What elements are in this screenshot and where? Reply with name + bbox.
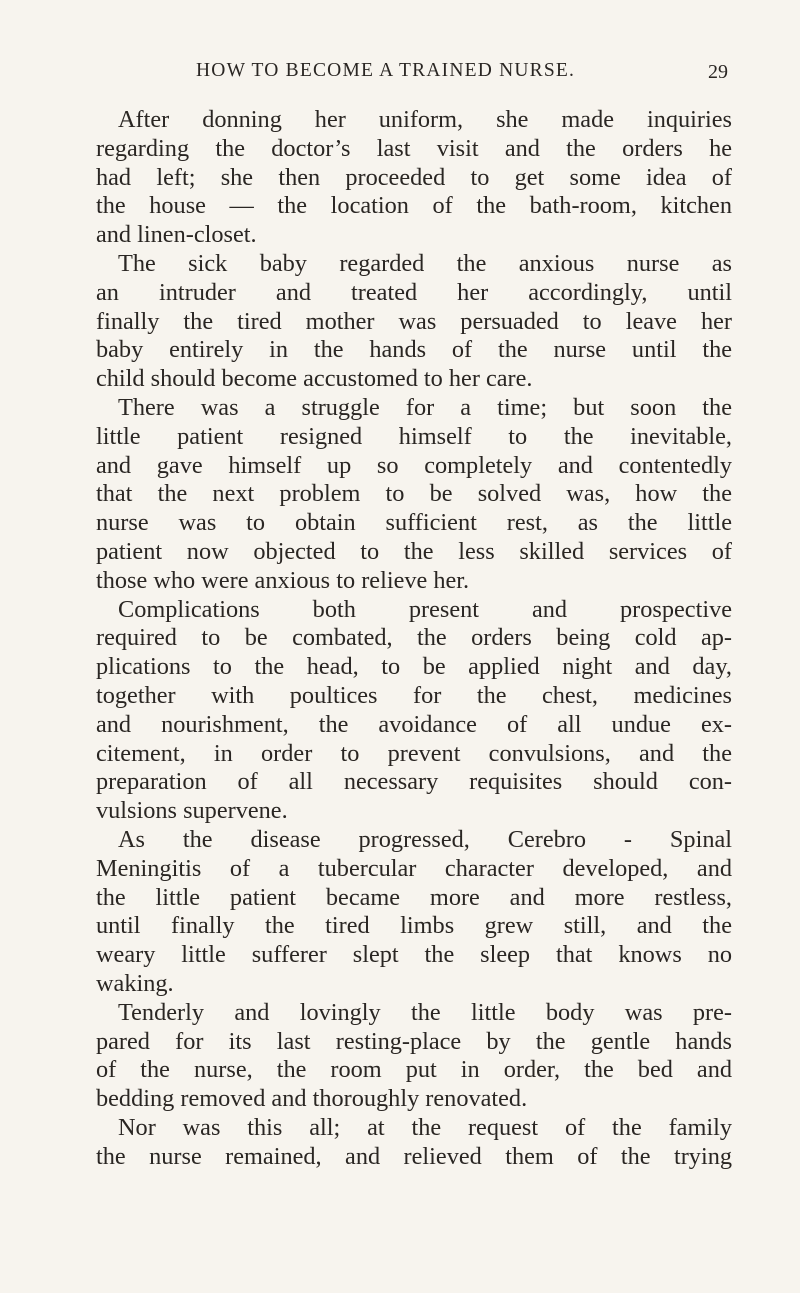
body-text <box>96 106 732 1171</box>
paragraph <box>96 106 732 250</box>
text-line: citement, in order to prevent convulsions, and the <box>96 739 732 767</box>
text-line: and linen-closet. <box>96 221 257 249</box>
text-line: and gave himself up so completely and contentedly <box>96 451 732 479</box>
text-line: child should become accustomed to her care. <box>96 365 533 393</box>
text-line: of the nurse, the room put in order, the bed and <box>96 1056 732 1084</box>
paragraph <box>96 394 732 596</box>
text-line: the nurse remained, and relieved them of the trying <box>96 1142 732 1170</box>
text-line: that the next problem to be solved was, how the <box>96 480 732 508</box>
text-line: There was a struggle for a time; but soon the <box>118 393 732 421</box>
text-line: Nor was this all; at the request of the family <box>118 1113 732 1141</box>
paragraph <box>96 596 732 826</box>
text-line: nurse was to obtain sufficient rest, as the little <box>96 509 732 537</box>
text-line: baby entirely in the hands of the nurse until the <box>96 336 732 364</box>
paragraph <box>96 826 732 999</box>
text-line: together with poultices for the chest, medicines <box>96 681 732 709</box>
text-line: plications to the head, to be applied night and day, <box>96 653 732 681</box>
text-line: and nourishment, the avoidance of all undue ex- <box>96 710 732 738</box>
text-line: regarding the doctor’s last visit and the orders he <box>96 134 732 162</box>
text-line: bedding removed and thoroughly renovated. <box>96 1085 528 1113</box>
text-line: Tenderly and lovingly the little body was pre- <box>118 998 732 1026</box>
text-line: preparation of all necessary requisites should con- <box>96 768 732 796</box>
text-line: patient now objected to the less skilled services of <box>96 537 732 565</box>
text-line: those who were anxious to relieve her. <box>96 566 470 594</box>
text-line: an intruder and treated her accordingly, until <box>96 278 732 306</box>
text-line: until finally the tired limbs grew still, and the <box>96 912 732 940</box>
paragraph <box>96 1114 732 1172</box>
text-line: required to be combated, the orders being cold ap- <box>96 624 732 652</box>
paragraph <box>96 999 732 1114</box>
text-line: After donning her uniform, she made inquiries <box>118 106 732 133</box>
text-line: As the disease progressed, Cerebro - Spinal <box>118 825 732 853</box>
text-line: had left; she then proceeded to get some idea of <box>96 163 732 191</box>
paragraph <box>96 250 732 394</box>
page-number: 29 <box>708 61 728 83</box>
running-title: HOW TO BECOME A TRAINED NURSE. <box>196 60 576 81</box>
running-head <box>0 58 800 88</box>
text-line: Complications both present and prospective <box>118 595 732 623</box>
text-line: finally the tired mother was persuaded to leave her <box>96 307 732 335</box>
text-line: little patient resigned himself to the inevitable, <box>96 422 732 450</box>
text-line: vulsions supervene. <box>96 797 288 825</box>
text-line: Meningitis of a tubercular character developed, and <box>96 854 732 882</box>
text-line: The sick baby regarded the anxious nurse as <box>118 249 732 277</box>
text-line: waking. <box>96 969 174 997</box>
text-line: the house — the location of the bath-room, kitchen <box>96 192 732 220</box>
text-line: weary little sufferer slept the sleep that knows no <box>96 941 732 969</box>
text-line: the little patient became more and more restless, <box>96 883 732 911</box>
text-line: pared for its last resting-place by the gentle hands <box>96 1027 732 1055</box>
